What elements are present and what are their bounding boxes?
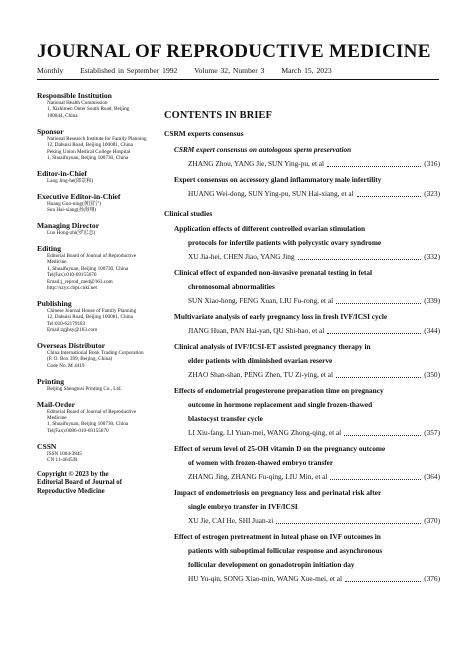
article-byline <box>164 187 440 201</box>
article-title-line: outcome in hormone replacement and single frozen-thawed <box>188 400 373 409</box>
sidebar-line: 1, Shuaifuyuan, Beijing 100730, China <box>47 154 129 161</box>
article-entry[interactable] <box>164 486 440 528</box>
article-title-line: elder patients with diminished ovarian reserve <box>188 356 333 365</box>
leader-dots <box>345 572 421 582</box>
article-title-line: Effect of estrogen pretreatment in luteal phase on IVF outcomes in <box>174 532 381 541</box>
article-byline <box>164 250 440 264</box>
sidebar-line: National Research Institute for Family Planning <box>47 135 147 142</box>
sidebar-heading: Responsible Institution <box>37 91 112 100</box>
article-page: (350) <box>424 370 440 379</box>
article-title-line: protocols for infertile patients with polycystic ovary syndrome <box>188 238 382 247</box>
article-page: (316) <box>424 158 440 168</box>
article-entry[interactable] <box>164 530 440 586</box>
sidebar-heading: Printing <box>37 376 65 386</box>
article-byline <box>164 368 440 382</box>
article-title-line: Clinical analysis of IVF/ICSI-ET assisted pregnancy therapy in <box>174 342 371 351</box>
article-byline <box>164 426 440 440</box>
article-authors: ZHANG Zhou, YANG Jie, SUN Ying-pu, et al <box>188 158 325 168</box>
article-authors: ZHAO Shan-shan, PENG Zhen, TU Zi-ying, et al <box>188 370 333 379</box>
article-title-line: patients with suboptimal follicular response and asynchronous <box>188 546 383 555</box>
sidebar-line: Tel(Fax):0086-010-69155670 <box>47 427 109 434</box>
sidebar-line: 1, Shuaifuyuan, Beijing 100730, China <box>47 265 129 272</box>
leader-dots <box>276 514 421 524</box>
sidebar-line: Email:zgjhsy@163.com <box>47 327 98 334</box>
copyright-line: Reproductive Medicine <box>37 487 105 495</box>
article-authors: ZHANG Jing, ZHANG Fu-qing, LIU Min, et al <box>188 472 328 481</box>
sidebar-heading: CSSN <box>37 441 57 451</box>
section-heading: Clinical studies <box>164 208 213 218</box>
masthead <box>37 66 346 75</box>
sidebar-line: http://szyx.cbpt.cnki.net <box>47 285 97 291</box>
copyright <box>37 471 151 496</box>
sidebar-line: National Health Commission <box>47 100 108 106</box>
sidebar-heading: Mail-Order <box>37 399 75 409</box>
sidebar-line: Tel(Fax):010-69155670 <box>47 272 97 279</box>
sidebar-section <box>37 169 151 184</box>
sidebar-section <box>37 400 151 435</box>
leader-dots <box>344 426 421 436</box>
article-byline <box>164 157 440 171</box>
article-authors: HU Yu-qin, SONG Xiao-min, WANG Xue-mei, et al <box>188 574 343 583</box>
sidebar-line: Peking Union Medical College Hospital <box>47 148 131 155</box>
sidebar-line: (P. O. Box 399, Beijing, China) <box>47 356 113 363</box>
sidebar-line: Beijing Shengtusi Printing Co., Ltd. <box>47 385 122 392</box>
sidebar-line: Chinese Journal House of Family Planning <box>47 307 137 314</box>
article-title-line: single embryo transfer in IVF/ICSI <box>188 502 298 511</box>
article-entry[interactable] <box>164 384 440 440</box>
sidebar-line: Editorial Board of Journal of Reproductive Medicine <box>47 408 137 422</box>
sidebar-section <box>37 221 151 236</box>
leader-dots <box>336 368 421 378</box>
sidebar <box>37 91 151 496</box>
article-byline <box>164 514 440 528</box>
article-authors: XU Jie, CAI He, SHI Juan-zi <box>188 516 274 525</box>
copyright-line: Editorial Board of Journal of <box>37 479 122 487</box>
article-title-line: CSRM expert consensus on autologous sperm preservation <box>174 144 352 154</box>
leader-dots <box>357 187 422 197</box>
article-byline <box>164 572 440 586</box>
article-byline <box>164 324 440 338</box>
article-title-line: Effects of endometrial progesterone preparation time on pregnancy <box>174 386 384 395</box>
article-entry[interactable] <box>164 222 440 264</box>
article-authors: SUN Xiao-hong, FENG Xuan, LIU Fu-rong, et al <box>188 296 334 305</box>
contents-title: CONTENTS IN BRIEF <box>164 110 273 121</box>
leader-dots <box>298 250 422 260</box>
copyright-line: Copyright © 2023 by the <box>37 471 109 479</box>
sidebar-section <box>37 192 151 214</box>
article-entry[interactable] <box>164 143 440 171</box>
sidebar-section <box>37 91 151 119</box>
article-title-line: of women with frozen-thawed embryo transfer <box>188 458 334 467</box>
article-title-line: chromosomal abnormalities <box>188 282 275 291</box>
article-title-line: Multivariate analysis of early pregnancy loss in fresh IVF/ICSI cycle <box>174 312 388 321</box>
contents-panel <box>164 110 440 588</box>
article-entry[interactable] <box>164 310 440 338</box>
sidebar-line: China International Book Trading Corporation <box>47 350 144 357</box>
article-page: (376) <box>424 574 440 583</box>
article-title-line: Impact of endometriosis on pregnancy loss and perinatal risk after <box>174 488 382 497</box>
article-byline <box>164 294 440 308</box>
article-entry[interactable] <box>164 442 440 484</box>
article-page: (344) <box>424 326 440 335</box>
article-title-line: Effect of serum level of 25-OH vitamin D on the pregnancy outcome <box>174 444 386 453</box>
sidebar-section <box>37 244 151 291</box>
sidebar-line: Tel:010-62179183 <box>47 320 86 327</box>
sidebar-heading: Overseas Distributor <box>37 341 106 351</box>
section-heading: CSRM experts consensus <box>164 129 244 138</box>
sidebar-line: Editorial Board of Journal of Reproductive Medicine <box>47 252 137 266</box>
sidebar-heading: Executive Editor-in-Chief <box>37 191 121 201</box>
sidebar-line: Code No. M 4419 <box>47 362 85 369</box>
sidebar-line: 12, Dahuisi Road, Beijing 100081, China <box>47 314 133 321</box>
sidebar-heading: Editing <box>37 243 62 253</box>
article-page: (339) <box>424 296 440 305</box>
article-entry[interactable] <box>164 340 440 382</box>
article-page: (332) <box>424 252 440 261</box>
sidebar-line: ISSN 1004-3845 <box>47 450 83 457</box>
sidebar-line: Sun Hai-xiang(孙海翔) <box>47 207 97 214</box>
header-rule <box>37 79 439 80</box>
frequency: Monthly <box>37 66 64 75</box>
sidebar-line: 12, Dahuisi Road, Beijing 100081, China <box>47 142 133 149</box>
leader-dots <box>327 157 421 167</box>
sidebar-section <box>37 377 151 392</box>
sidebar-line: Lang Jing-he(郎景和) <box>47 177 94 184</box>
sidebar-line: Email:j_reprod_med@163.com <box>47 278 113 285</box>
leader-dots <box>330 470 421 480</box>
article-byline <box>164 470 440 484</box>
article-entry[interactable] <box>164 266 440 308</box>
article-title-line: follicular development on gonadotropin initiation day <box>188 560 355 569</box>
sidebar-line: Luo Hong-zhi(罗宏志) <box>47 230 96 237</box>
article-authors: XU Jia-hei, CHEN Jiao, YANG Jing <box>188 252 295 261</box>
volume-issue: Volume 32, Number 3 <box>194 66 265 75</box>
article-title-line: Clinical effect of expanded non-invasive prenatal testing in fetal <box>174 268 373 277</box>
sidebar-section <box>37 442 151 464</box>
sidebar-section <box>37 127 151 162</box>
article-authors: JIANG Huan, PAN Hai-yan, QU Shi-hao, et al <box>188 326 325 335</box>
article-page: (357) <box>424 428 440 437</box>
sidebar-heading: Managing Director <box>37 221 100 231</box>
sidebar-heading: Publishing <box>37 298 72 308</box>
article-authors: LI Xiu-fang, LI Yuan-mei, WANG Zhong-qing, et al <box>188 428 342 437</box>
article-page: (323) <box>424 188 440 198</box>
sidebar-line: 100044, China <box>47 112 78 119</box>
leader-dots <box>336 294 421 304</box>
sidebar-heading: Sponsor <box>37 126 64 136</box>
sidebar-section <box>37 341 151 369</box>
issue-date: March 15, 2023 <box>281 66 332 75</box>
sidebar-line: 1, Shuaifuyuan, Beijing 100730, China <box>47 421 129 428</box>
sidebar-line: Huang Guo-ning(黄国宁) <box>47 200 102 207</box>
sidebar-line: 1, Xizhimen Outer South Road, Beijing <box>47 106 130 113</box>
sidebar-line: CN 11-4645/R <box>47 457 78 464</box>
established: Established in September 1992 <box>80 66 178 75</box>
article-title-line: Expert consensus on accessory gland inflammatory male infertility <box>174 174 382 184</box>
sidebar-heading: Editor-in-Chief <box>37 168 87 178</box>
article-page: (370) <box>424 516 440 525</box>
article-entry[interactable] <box>164 173 440 201</box>
article-title-line: Application effects of different controlled ovarian stimulation <box>174 224 366 233</box>
article-authors: HUANG Wei-dong, SUN Ying-pu, SUN Hai-xiang, et al <box>188 188 354 198</box>
journal-title: JOURNAL OF REPRODUCTIVE MEDICINE <box>37 41 431 62</box>
sidebar-section <box>37 299 151 334</box>
leader-dots <box>327 324 421 334</box>
article-page: (364) <box>424 472 440 481</box>
article-title-line: blastocyst transfer cycle <box>188 414 263 423</box>
